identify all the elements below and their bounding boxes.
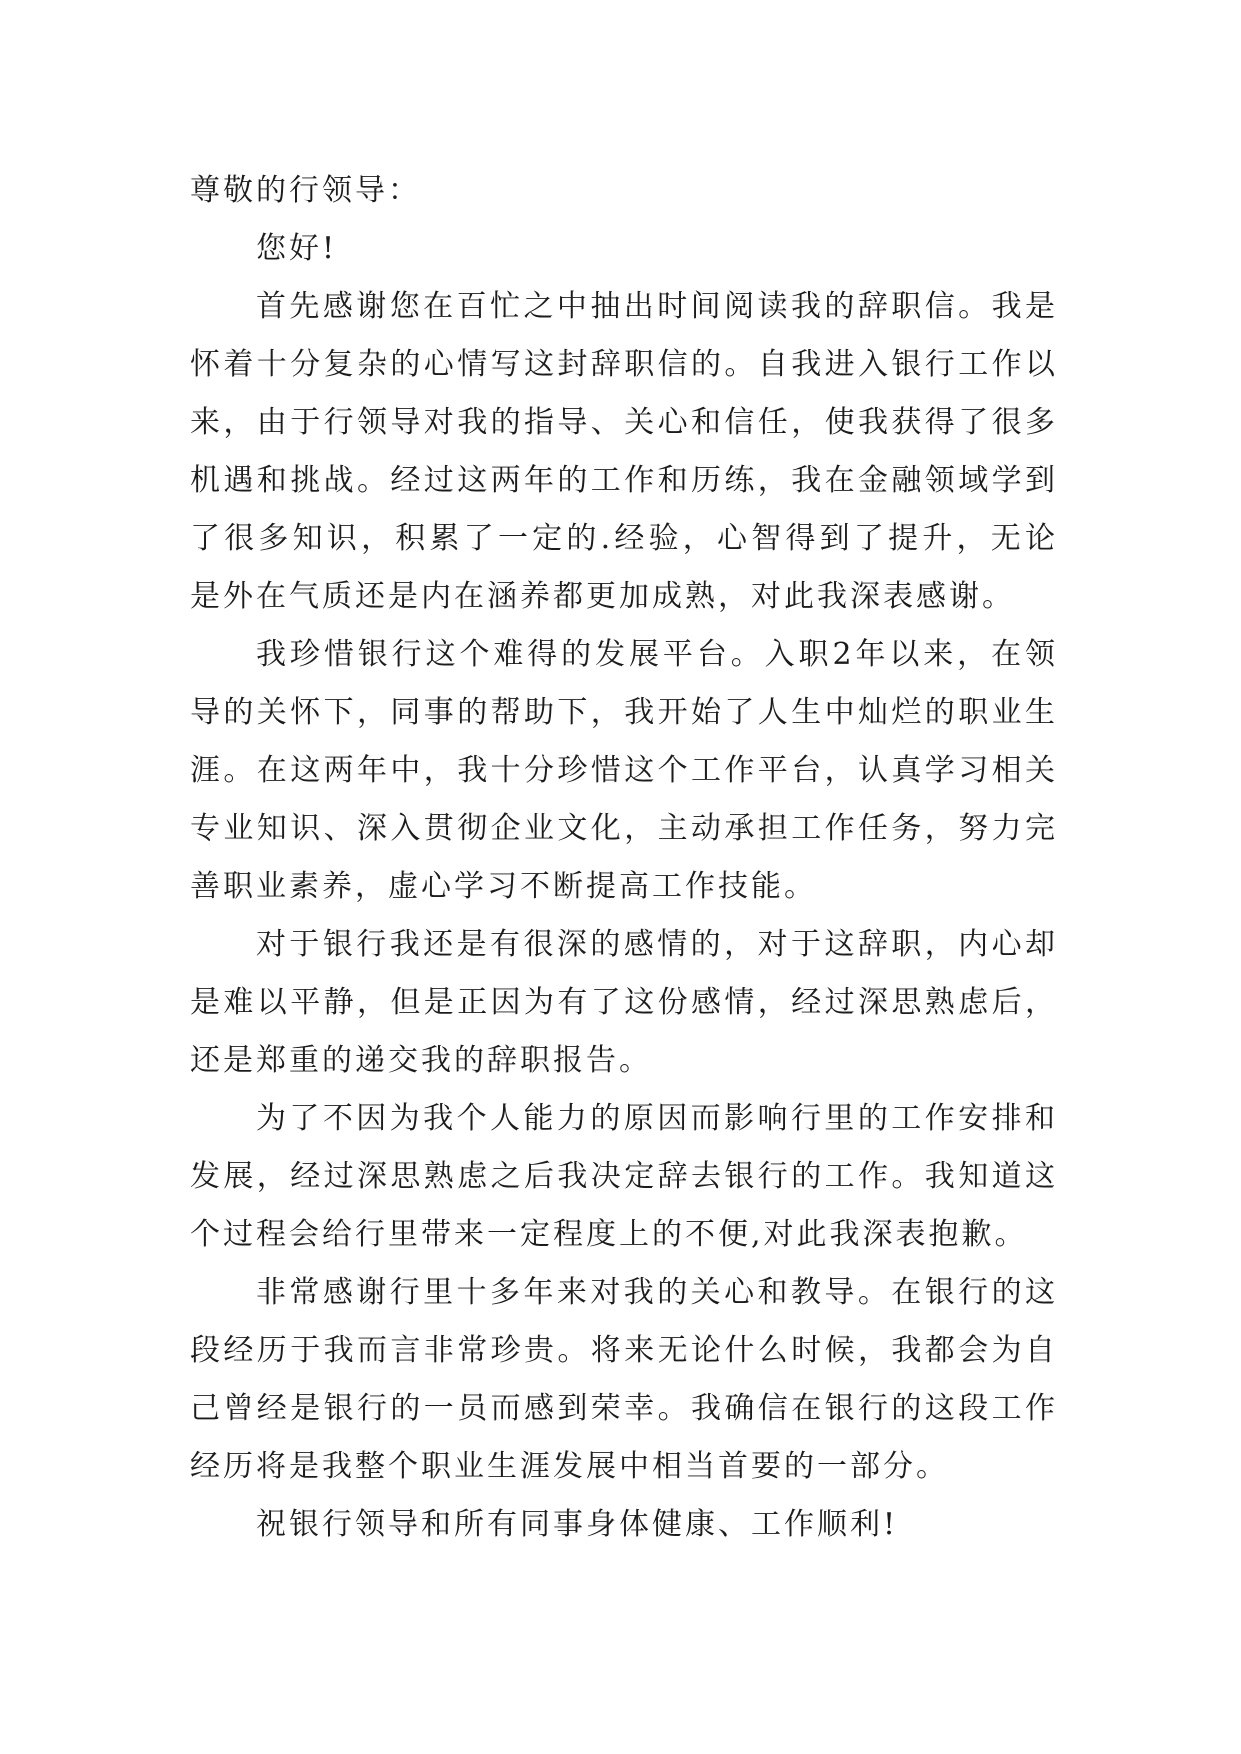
resignation-letter: [190, 162, 1058, 1554]
letter-paragraph-1: 首先感谢您在百忙之中抽出时间阅读我的辞职信。我是怀着十分复杂的心情写这封辞职信的。自我进入银行工作以来，由于行领导对我的指导、关心和信任，使我获得了很多机遇和挑战。经过这两年的工作和历练，我在金融领域学到了很多知识，积累了一定的.经验，心智得到了提升，无论是外在气质还是内在涵养都更加成熟，对此我深表感谢。: [190, 289, 1058, 614]
letter-salutation: 尊敬的行领导：: [190, 173, 421, 208]
letter-paragraph-2: 我珍惜银行这个难得的发展平台。入职2年以来，在领导的关怀下，同事的帮助下，我开始了人生中灿烂的职业生涯。在这两年中，我十分珍惜这个工作平台，认真学习相关专业知识、深入贯彻企业文化，主动承担工作任务，努力完善职业素养，虚心学习不断提高工作技能。: [190, 637, 1058, 904]
letter-greeting: 您好!: [256, 231, 338, 266]
letter-paragraph-3: 对于银行我还是有很深的感情的，对于这辞职，内心却是难以平静，但是正因为有了这份感情，经过深思熟虑后，还是郑重的递交我的辞职报告。: [190, 927, 1058, 1078]
letter-closing-wish: 祝银行领导和所有同事身体健康、工作顺利!: [256, 1507, 899, 1542]
letter-paragraph-4: 为了不因为我个人能力的原因而影响行里的工作安排和发展，经过深思熟虑之后我决定辞去银行的工作。我知道这个过程会给行里带来一定程度上的不便,对此我深表抱歉。: [190, 1101, 1058, 1252]
letter-paragraph-5: 非常感谢行里十多年来对我的关心和教导。在银行的这段经历于我而言非常珍贵。将来无论什么时候，我都会为自己曾经是银行的一员而感到荣幸。我确信在银行的这段工作经历将是我整个职业生涯发展中相当首要的一部分。: [190, 1275, 1058, 1484]
